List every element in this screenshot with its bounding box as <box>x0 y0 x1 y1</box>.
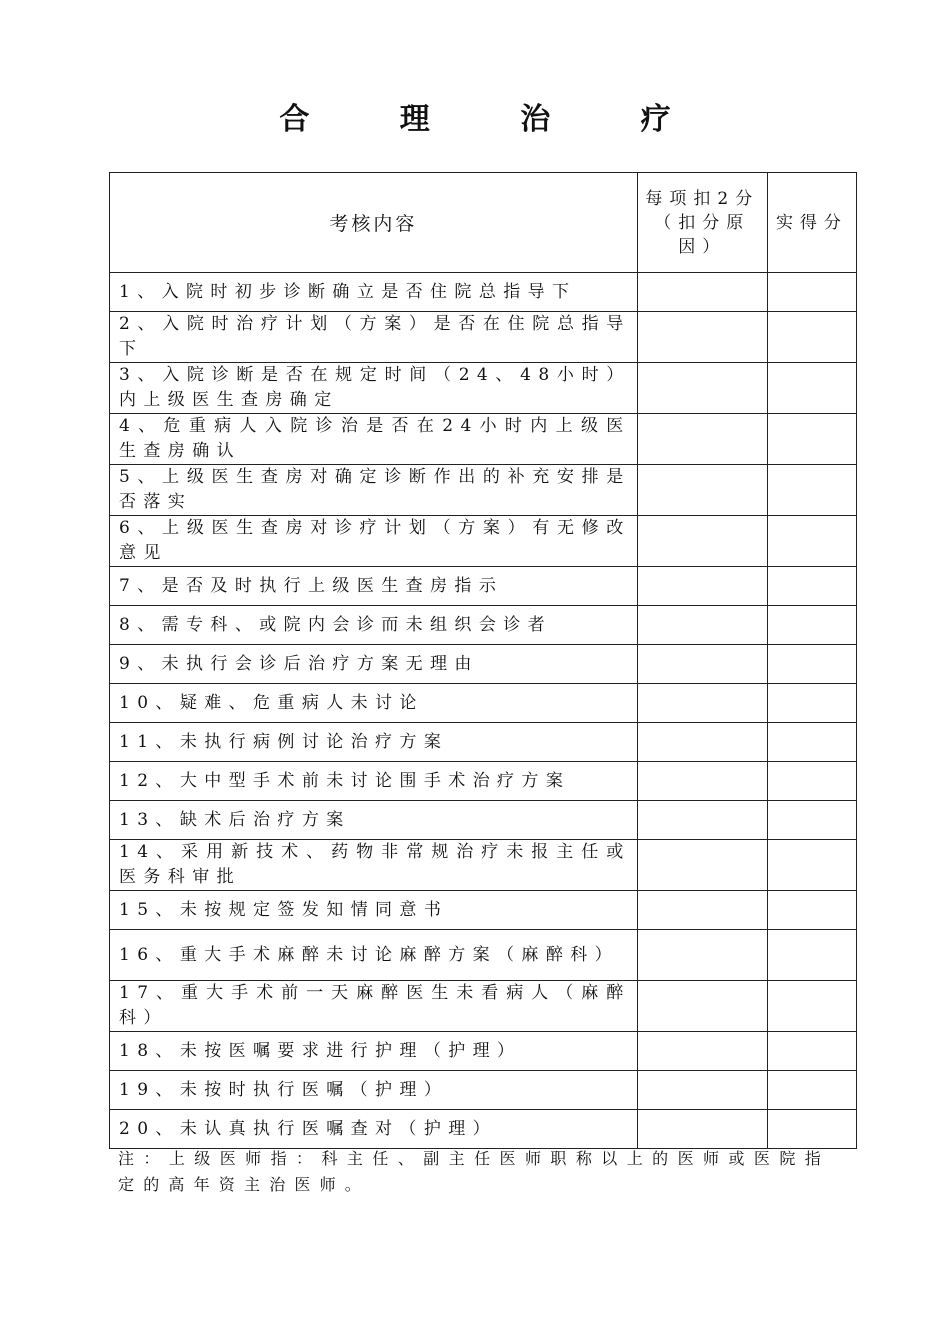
deduction-cell[interactable] <box>637 723 767 762</box>
table-header-row <box>110 173 857 273</box>
table-row <box>110 645 857 684</box>
deduction-cell[interactable] <box>637 645 767 684</box>
item-text: 11、未执行病例讨论治疗方案 <box>110 723 638 762</box>
score-cell[interactable] <box>767 762 856 801</box>
item-text: 19、未按时执行医嘱（护理） <box>110 1071 638 1110</box>
item-text: 14、采用新技术、药物非常规治疗未报主任或医务科审批 <box>110 840 638 891</box>
score-cell[interactable] <box>767 516 856 567</box>
deduction-cell[interactable] <box>637 516 767 567</box>
score-cell[interactable] <box>767 801 856 840</box>
deduction-cell[interactable] <box>637 840 767 891</box>
item-text: 13、缺术后治疗方案 <box>110 801 638 840</box>
item-text: 1、入院时初步诊断确立是否住院总指导下 <box>110 273 638 312</box>
deduction-cell[interactable] <box>637 762 767 801</box>
score-cell[interactable] <box>767 840 856 891</box>
table-row <box>110 840 857 891</box>
deduction-cell[interactable] <box>637 684 767 723</box>
deduction-cell[interactable] <box>637 414 767 465</box>
score-cell[interactable] <box>767 414 856 465</box>
table-row <box>110 1032 857 1071</box>
score-cell[interactable] <box>767 723 856 762</box>
deduction-cell[interactable] <box>637 981 767 1032</box>
deduction-cell[interactable] <box>637 1110 767 1149</box>
table-row <box>110 312 857 363</box>
table-row <box>110 273 857 312</box>
deduction-cell[interactable] <box>637 465 767 516</box>
deduction-cell[interactable] <box>637 891 767 930</box>
item-text: 8、需专科、或院内会诊而未组织会诊者 <box>110 606 638 645</box>
table-row <box>110 465 857 516</box>
header-deduction: 每项扣2分（扣分原因） <box>637 173 767 273</box>
score-cell[interactable] <box>767 1110 856 1149</box>
page-title: 合 理 治 疗 <box>279 102 711 137</box>
score-cell[interactable] <box>767 312 856 363</box>
table-row <box>110 801 857 840</box>
table-row <box>110 414 857 465</box>
item-text: 18、未按医嘱要求进行护理（护理） <box>110 1032 638 1071</box>
item-text: 20、未认真执行医嘱查对（护理） <box>110 1110 638 1149</box>
score-cell[interactable] <box>767 684 856 723</box>
item-text: 10、疑难、危重病人未讨论 <box>110 684 638 723</box>
table-row <box>110 930 857 981</box>
item-text: 16、重大手术麻醉未讨论麻醉方案（麻醉科） <box>110 930 638 981</box>
table-row <box>110 363 857 414</box>
item-text: 15、未按规定签发知情同意书 <box>110 891 638 930</box>
deduction-cell[interactable] <box>637 567 767 606</box>
table-row <box>110 981 857 1032</box>
score-cell[interactable] <box>767 891 856 930</box>
score-cell[interactable] <box>767 273 856 312</box>
item-text: 4、危重病人入院诊治是否在24小时内上级医生查房确认 <box>110 414 638 465</box>
table-row <box>110 606 857 645</box>
deduction-cell[interactable] <box>637 363 767 414</box>
table-body <box>110 273 857 1149</box>
deduction-cell[interactable] <box>637 930 767 981</box>
score-cell[interactable] <box>767 465 856 516</box>
score-cell[interactable] <box>767 930 856 981</box>
deduction-cell[interactable] <box>637 273 767 312</box>
item-text: 7、是否及时执行上级医生查房指示 <box>110 567 638 606</box>
score-cell[interactable] <box>767 606 856 645</box>
score-cell[interactable] <box>767 981 856 1032</box>
score-cell[interactable] <box>767 1032 856 1071</box>
item-text: 12、大中型手术前未讨论围手术治疗方案 <box>110 762 638 801</box>
table-row <box>110 684 857 723</box>
table-row <box>110 891 857 930</box>
table-row <box>110 723 857 762</box>
assessment-table <box>109 172 857 1149</box>
item-text: 9、未执行会诊后治疗方案无理由 <box>110 645 638 684</box>
deduction-cell[interactable] <box>637 801 767 840</box>
header-score: 实得分 <box>767 173 856 273</box>
item-text: 17、重大手术前一天麻醉医生未看病人（麻醉科） <box>110 981 638 1032</box>
table-row <box>110 516 857 567</box>
item-text: 5、上级医生查房对确定诊断作出的补充安排是否落实 <box>110 465 638 516</box>
table-row <box>110 1071 857 1110</box>
score-cell[interactable] <box>767 567 856 606</box>
header-content: 考核内容 <box>110 173 638 273</box>
score-cell[interactable] <box>767 363 856 414</box>
footnote: 注：上级医师指：科主任、副主任医师职称以上的医师或医院指定的高年资主治医师。 <box>118 1149 830 1194</box>
item-text: 3、入院诊断是否在规定时间（24、48小时）内上级医生查房确定 <box>110 363 638 414</box>
deduction-cell[interactable] <box>637 312 767 363</box>
deduction-cell[interactable] <box>637 1071 767 1110</box>
score-cell[interactable] <box>767 645 856 684</box>
item-text: 2、入院时治疗计划（方案）是否在住院总指导下 <box>110 312 638 363</box>
table-row <box>110 1110 857 1149</box>
deduction-cell[interactable] <box>637 1032 767 1071</box>
item-text: 6、上级医生查房对诊疗计划（方案）有无修改意见 <box>110 516 638 567</box>
score-cell[interactable] <box>767 1071 856 1110</box>
table-row <box>110 567 857 606</box>
deduction-cell[interactable] <box>637 606 767 645</box>
table-row <box>110 762 857 801</box>
